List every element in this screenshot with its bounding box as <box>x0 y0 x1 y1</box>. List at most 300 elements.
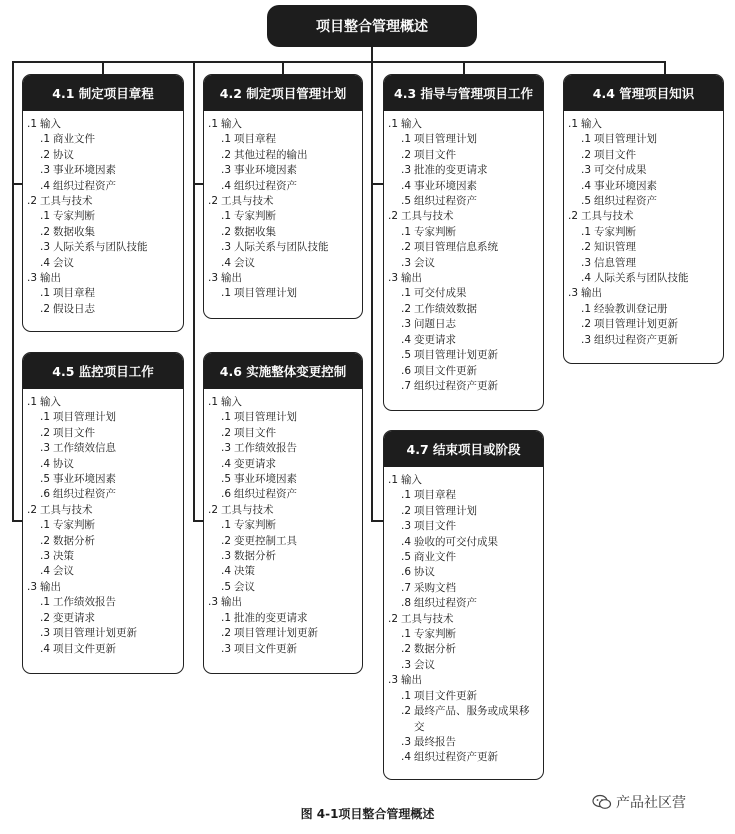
connector-c2-card6 <box>193 520 203 522</box>
item-text: 项目文件 <box>594 148 636 161</box>
section-name: 工具与技术 <box>221 195 274 208</box>
item-number: .1 <box>221 133 232 146</box>
list-item <box>27 256 179 271</box>
list-item <box>388 348 539 363</box>
list-item <box>27 148 179 163</box>
item-number: .5 <box>581 195 592 208</box>
section-name: 输出 <box>401 674 422 687</box>
item-number: .5 <box>401 349 412 362</box>
item-text: 专家判断 <box>414 225 456 238</box>
item-number: .2 <box>221 534 232 547</box>
list-item <box>27 225 179 240</box>
item-text: 批准的变更请求 <box>234 611 308 624</box>
item-text: 事业环境因素 <box>53 164 116 177</box>
item-number: .4 <box>40 565 51 578</box>
item-number: .3 <box>40 442 51 455</box>
list-item <box>208 286 358 301</box>
item-number: .4 <box>221 457 232 470</box>
item-number: .2 <box>401 302 412 315</box>
item-number: .2 <box>40 148 51 161</box>
list-item <box>208 441 358 456</box>
item-text: 项目文件更新 <box>414 689 477 702</box>
item-text: 最终报告 <box>414 735 456 748</box>
section-heading <box>388 473 539 488</box>
list-item <box>27 426 179 441</box>
section-name: 输出 <box>581 287 602 300</box>
list-item <box>568 179 719 194</box>
section-number: .1 <box>568 118 579 130</box>
item-number: .1 <box>40 133 51 146</box>
item-number: .1 <box>40 596 51 609</box>
item-number: .1 <box>221 411 232 424</box>
list-item <box>27 132 179 147</box>
item-text: 专家判断 <box>414 628 456 641</box>
list-item <box>208 179 358 194</box>
section-number: .3 <box>208 596 219 609</box>
item-number: .3 <box>221 642 232 655</box>
item-number: .1 <box>221 611 232 624</box>
list-item <box>388 256 539 271</box>
item-number: .8 <box>401 597 412 610</box>
list-item <box>388 565 539 580</box>
section-number: .3 <box>27 272 38 285</box>
item-text: 组织过程资产 <box>414 195 477 208</box>
list-item <box>27 549 179 564</box>
card-title: 4.2 制定项目管理计划 <box>204 75 362 111</box>
list-item <box>208 148 358 163</box>
list-item <box>27 642 179 657</box>
list-item <box>27 487 179 502</box>
list-item <box>208 534 358 549</box>
connector-c2-card2 <box>193 183 203 185</box>
item-text: 项目文件更新 <box>234 642 297 655</box>
card-body <box>23 111 183 321</box>
list-item <box>388 194 539 209</box>
item-number: .3 <box>221 164 232 177</box>
list-item <box>27 441 179 456</box>
item-number: .5 <box>221 580 232 593</box>
item-number: .2 <box>581 148 592 161</box>
item-number: .4 <box>221 565 232 578</box>
section-heading <box>388 271 539 286</box>
item-text: 协议 <box>53 148 74 161</box>
section-name: 输入 <box>221 396 242 408</box>
item-number: .4 <box>40 642 51 655</box>
section-number: .2 <box>388 210 399 223</box>
item-number: .1 <box>401 628 412 641</box>
list-item <box>568 302 719 317</box>
section-heading <box>27 580 179 595</box>
item-number: .2 <box>581 241 592 254</box>
item-text: 项目文件 <box>414 148 456 161</box>
list-item <box>208 457 358 472</box>
connector-root-down <box>371 47 373 61</box>
item-number: .3 <box>221 241 232 254</box>
item-number: .7 <box>401 379 412 392</box>
list-item <box>388 225 539 240</box>
section-heading <box>208 117 358 132</box>
item-number: .1 <box>401 225 412 238</box>
list-item <box>388 704 539 735</box>
item-text: 专家判断 <box>594 225 636 238</box>
item-number: .4 <box>221 179 232 192</box>
item-text: 项目管理计划 <box>414 133 477 146</box>
item-text: 工作绩效报告 <box>53 596 116 609</box>
list-item <box>208 642 358 657</box>
list-item <box>208 132 358 147</box>
item-number: .2 <box>40 534 51 547</box>
connector-top-rail <box>12 61 665 63</box>
list-item <box>27 410 179 425</box>
list-item <box>208 225 358 240</box>
item-text: 数据收集 <box>53 225 95 238</box>
item-number: .5 <box>401 551 412 564</box>
section-name: 输入 <box>581 118 602 130</box>
item-number: .1 <box>401 287 412 300</box>
item-text: 批准的变更请求 <box>414 164 488 177</box>
list-item <box>388 689 539 704</box>
root-node <box>267 5 477 47</box>
item-text: 变更请求 <box>414 333 456 346</box>
item-text: 数据收集 <box>234 225 276 238</box>
item-text: 会议 <box>53 565 74 578</box>
list-item <box>568 333 719 348</box>
section-heading <box>388 209 539 224</box>
item-number: .4 <box>40 457 51 470</box>
connector-col1-to-card1 <box>102 61 104 74</box>
list-item <box>208 487 358 502</box>
item-text: 工作绩效信息 <box>53 442 116 455</box>
item-number: .4 <box>40 179 51 192</box>
list-item <box>27 163 179 178</box>
list-item <box>208 564 358 579</box>
card-body <box>384 467 543 770</box>
list-item <box>208 426 358 441</box>
list-item <box>27 302 179 317</box>
section-heading <box>568 286 719 301</box>
item-number: .6 <box>221 488 232 501</box>
section-number: .1 <box>208 396 219 408</box>
item-number: .3 <box>221 550 232 563</box>
item-number: .1 <box>40 519 51 532</box>
item-text: 专家判断 <box>53 519 95 532</box>
connector-col3-to-card3 <box>463 61 465 74</box>
item-number: .3 <box>40 241 51 254</box>
item-text: 人际关系与团队技能 <box>594 272 689 285</box>
item-number: .5 <box>40 473 51 486</box>
item-number: .2 <box>401 504 412 517</box>
list-item <box>27 179 179 194</box>
item-text: 决策 <box>53 550 74 563</box>
list-item <box>568 148 719 163</box>
item-number: .3 <box>401 658 412 671</box>
section-heading <box>388 673 539 688</box>
section-number: .3 <box>208 272 219 285</box>
list-item <box>27 209 179 224</box>
list-item <box>388 179 539 194</box>
list-item <box>208 163 358 178</box>
item-number: .5 <box>221 473 232 486</box>
item-text: 项目文件 <box>414 520 456 533</box>
item-text: 其他过程的输出 <box>234 148 308 161</box>
list-item <box>388 317 539 332</box>
section-name: 输出 <box>221 596 242 609</box>
section-name: 输出 <box>221 272 242 285</box>
item-text: 可交付成果 <box>414 287 467 300</box>
card-manage-knowledge <box>563 74 724 364</box>
item-number: .1 <box>401 133 412 146</box>
item-text: 组织过程资产 <box>594 195 657 208</box>
card-title: 4.4 管理项目知识 <box>564 75 723 111</box>
list-item <box>388 488 539 503</box>
item-text: 组织过程资产 <box>234 179 297 192</box>
section-name: 输入 <box>40 396 61 408</box>
item-text: 项目管理计划 <box>594 133 657 146</box>
card-body <box>564 111 723 352</box>
section-heading <box>388 117 539 132</box>
list-item <box>568 132 719 147</box>
watermark-text: 产品社区营 <box>616 795 686 811</box>
item-text: 组织过程资产 <box>53 179 116 192</box>
item-text: 项目管理信息系统 <box>414 241 498 254</box>
section-heading <box>208 271 358 286</box>
list-item <box>208 580 358 595</box>
card-body <box>204 111 362 306</box>
item-text: 变更请求 <box>234 457 276 470</box>
list-item <box>388 535 539 550</box>
list-item <box>208 611 358 626</box>
list-item <box>27 595 179 610</box>
list-item <box>208 549 358 564</box>
item-number: .3 <box>401 164 412 177</box>
item-text: 项目文件更新 <box>414 364 477 377</box>
item-text: 项目管理计划 <box>414 504 477 517</box>
list-item <box>388 333 539 348</box>
item-text: 组织过程资产 <box>234 488 297 501</box>
card-close-project-phase <box>383 430 544 780</box>
list-item <box>388 627 539 642</box>
card-title: 4.3 指导与管理项目工作 <box>384 75 543 111</box>
list-item <box>27 518 179 533</box>
item-number: .2 <box>221 426 232 439</box>
figure-caption: 图 4-1项目整合管理概述 <box>300 807 435 821</box>
item-text: 决策 <box>234 565 255 578</box>
connector-col4 <box>664 61 666 74</box>
list-item <box>388 132 539 147</box>
item-number: .2 <box>221 627 232 640</box>
item-number: .6 <box>40 488 51 501</box>
item-text: 协议 <box>414 566 435 579</box>
list-item <box>388 750 539 765</box>
card-develop-pm-plan <box>203 74 363 319</box>
item-number: .1 <box>581 225 592 238</box>
item-text: 事业环境因素 <box>234 473 297 486</box>
item-text: 数据分析 <box>53 534 95 547</box>
list-item <box>388 302 539 317</box>
list-item <box>27 472 179 487</box>
watermark <box>592 792 686 812</box>
section-number: .2 <box>27 195 38 208</box>
item-number: .1 <box>401 689 412 702</box>
item-number: .3 <box>40 627 51 640</box>
section-name: 工具与技术 <box>401 612 454 625</box>
item-text: 组织过程资产更新 <box>594 333 678 346</box>
item-text: 知识管理 <box>594 241 636 254</box>
item-text: 会议 <box>53 256 74 269</box>
section-number: .2 <box>568 210 579 223</box>
item-text: 协议 <box>53 457 74 470</box>
item-number: .4 <box>401 179 412 192</box>
section-heading <box>27 395 179 410</box>
section-name: 输入 <box>221 118 242 130</box>
item-text: 事业环境因素 <box>414 179 477 192</box>
item-number: .5 <box>401 195 412 208</box>
section-number: .1 <box>27 396 38 408</box>
item-text: 数据分析 <box>414 643 456 656</box>
item-number: .4 <box>221 256 232 269</box>
item-text: 项目管理计划 <box>53 411 116 424</box>
list-item <box>27 286 179 301</box>
connector-col2 <box>193 61 195 521</box>
list-item <box>568 194 719 209</box>
item-text: 验收的可交付成果 <box>414 535 498 548</box>
list-item <box>208 626 358 641</box>
item-text: 事业环境因素 <box>53 473 116 486</box>
item-number: .2 <box>221 148 232 161</box>
item-text: 项目章程 <box>53 287 95 300</box>
card-title: 4.1 制定项目章程 <box>23 75 183 111</box>
card-direct-manage-work <box>383 74 544 411</box>
section-name: 输入 <box>401 474 422 486</box>
item-number: .4 <box>40 256 51 269</box>
list-item <box>27 534 179 549</box>
item-number: .1 <box>40 287 51 300</box>
section-number: .2 <box>208 195 219 208</box>
card-title: 4.6 实施整体变更控制 <box>204 353 362 389</box>
item-text: 数据分析 <box>234 550 276 563</box>
item-number: .2 <box>401 148 412 161</box>
connector-c3-card7 <box>371 520 383 522</box>
item-text: 组织过程资产 <box>414 597 477 610</box>
item-number: .2 <box>40 302 51 315</box>
item-number: .3 <box>401 520 412 533</box>
item-number: .1 <box>221 287 232 300</box>
section-number: .1 <box>208 118 219 130</box>
item-number: .7 <box>401 581 412 594</box>
section-number: .1 <box>27 118 38 130</box>
connector-col3 <box>371 61 373 521</box>
list-item <box>388 658 539 673</box>
item-text: 专家判断 <box>53 210 95 223</box>
item-number: .1 <box>221 519 232 532</box>
list-item <box>27 240 179 255</box>
item-number: .3 <box>401 735 412 748</box>
section-number: .1 <box>388 474 399 486</box>
list-item <box>208 240 358 255</box>
card-develop-charter <box>22 74 184 332</box>
section-name: 输入 <box>401 118 422 130</box>
list-item <box>388 519 539 534</box>
section-heading <box>27 194 179 209</box>
item-text: 信息管理 <box>594 256 636 269</box>
section-number: .2 <box>208 503 219 516</box>
item-number: .3 <box>401 256 412 269</box>
item-text: 项目文件 <box>234 426 276 439</box>
item-text: 问题日志 <box>414 318 456 331</box>
item-text: 项目章程 <box>414 489 456 502</box>
item-text: 组织过程资产更新 <box>414 379 498 392</box>
item-number: .2 <box>401 241 412 254</box>
card-body <box>23 389 183 661</box>
item-text: 最终产品、服务或成果移交 <box>414 705 530 733</box>
item-text: 事业环境因素 <box>234 164 297 177</box>
section-heading <box>568 117 719 132</box>
item-number: .3 <box>581 164 592 177</box>
item-number: .2 <box>221 225 232 238</box>
item-text: 项目管理计划更新 <box>53 627 137 640</box>
item-number: .2 <box>401 705 412 718</box>
item-number: .4 <box>401 333 412 346</box>
list-item <box>208 410 358 425</box>
section-name: 工具与技术 <box>401 210 454 223</box>
item-text: 项目管理计划更新 <box>234 627 318 640</box>
list-item <box>568 271 719 286</box>
list-item <box>208 518 358 533</box>
section-number: .1 <box>388 118 399 130</box>
section-name: 工具与技术 <box>581 210 634 223</box>
list-item <box>27 457 179 472</box>
list-item <box>568 256 719 271</box>
card-title: 4.7 结束项目或阶段 <box>384 431 543 467</box>
item-text: 项目管理计划 <box>234 411 297 424</box>
list-item <box>388 581 539 596</box>
list-item <box>388 286 539 301</box>
connector-c3-card3 <box>371 183 383 185</box>
list-item <box>27 564 179 579</box>
card-integrated-change-control <box>203 352 363 674</box>
list-item <box>388 596 539 611</box>
section-number: .2 <box>27 503 38 516</box>
item-number: .3 <box>401 318 412 331</box>
item-number: .1 <box>581 302 592 315</box>
item-number: .3 <box>581 333 592 346</box>
item-text: 人际关系与团队技能 <box>53 241 148 254</box>
item-number: .2 <box>40 611 51 624</box>
list-item <box>388 148 539 163</box>
section-heading <box>208 595 358 610</box>
section-name: 输出 <box>40 580 61 593</box>
list-item <box>27 626 179 641</box>
item-number: .2 <box>40 426 51 439</box>
item-text: 工作绩效报告 <box>234 442 297 455</box>
item-text: 采购文档 <box>414 581 456 594</box>
list-item <box>388 379 539 394</box>
item-text: 商业文件 <box>414 551 456 564</box>
item-number: .3 <box>40 164 51 177</box>
item-text: 专家判断 <box>234 519 276 532</box>
item-text: 项目管理计划更新 <box>594 318 678 331</box>
section-heading <box>208 503 358 518</box>
item-text: 会议 <box>414 256 435 269</box>
wechat-logo-icon <box>592 792 612 812</box>
card-title: 4.5 监控项目工作 <box>23 353 183 389</box>
item-text: 项目管理计划更新 <box>414 349 498 362</box>
section-number: .3 <box>27 580 38 593</box>
card-monitor-control-work <box>22 352 184 674</box>
item-number: .1 <box>581 133 592 146</box>
section-number: .3 <box>568 287 579 300</box>
item-number: .3 <box>40 550 51 563</box>
